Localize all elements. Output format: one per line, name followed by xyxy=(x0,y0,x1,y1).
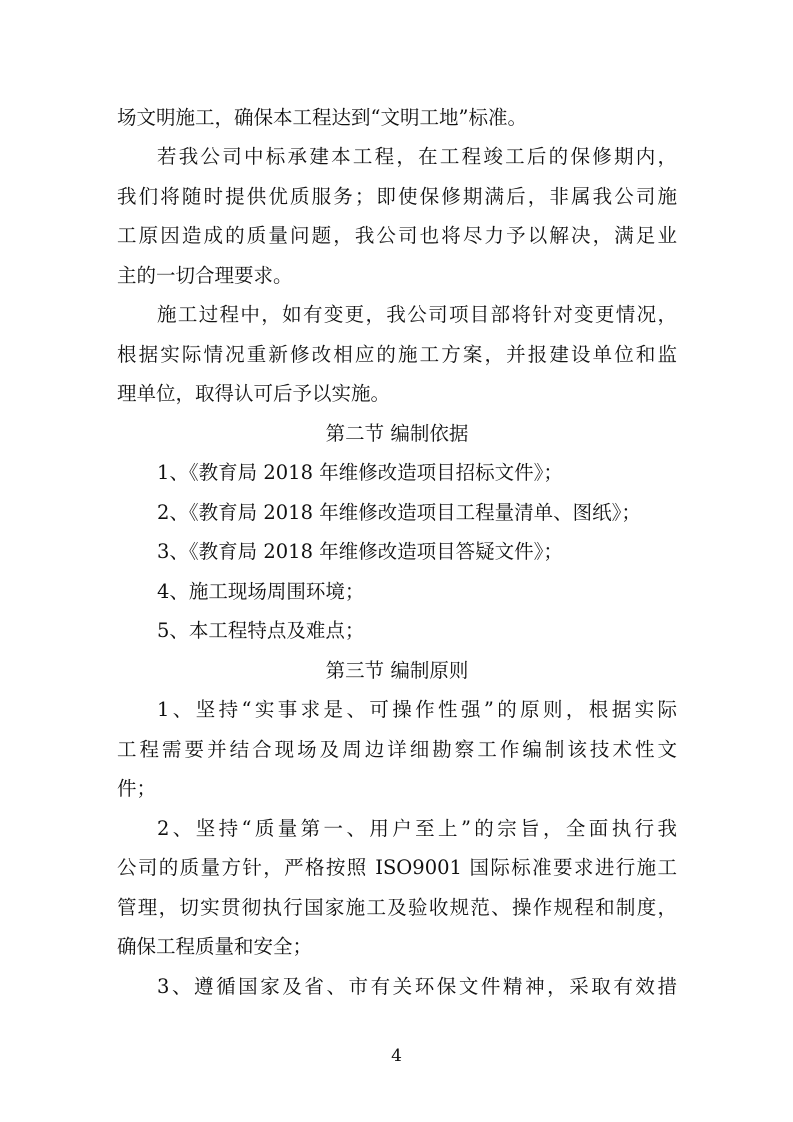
basis-item-5: 5、本工程特点及难点； xyxy=(157,619,365,642)
basis-item-1: 1、《教育局 2018 年维修改造项目招标文件》； xyxy=(157,461,563,484)
page-number: 4 xyxy=(391,1046,402,1066)
principle-2-line-4: 确保工程质量和安全； xyxy=(117,935,313,958)
section-heading-3: 第三节 编制原则 xyxy=(325,659,469,682)
principle-2-line-3: 管理，切实贯彻执行国家施工及验收规范、操作规程和制度， xyxy=(117,896,677,919)
paragraph-line-4: 工原因造成的质量问题，我公司也将尽力予以解决，满足业 xyxy=(117,224,677,247)
principle-2-line-1: 2、坚持“质量第一、用户至上”的宗旨，全面执行我 xyxy=(157,817,677,840)
principle-1-line-1: 1、坚持“实事求是、可操作性强”的原则，根据实际 xyxy=(157,698,677,721)
paragraph-line-8: 理单位，取得认可后予以实施。 xyxy=(117,382,391,405)
paragraph-line-3: 我们将随时提供优质服务；即使保修期满后，非属我公司施 xyxy=(117,185,677,208)
basis-item-4: 4、施工现场周围环境； xyxy=(157,580,365,603)
principle-2-line-2: 公司的质量方针，严格按照 ISO9001 国际标准要求进行施工 xyxy=(117,856,677,879)
paragraph-line-5: 主的一切合理要求。 xyxy=(117,264,293,287)
paragraph-line-1: 场文明施工，确保本工程达到“文明工地”标准。 xyxy=(117,106,527,129)
principle-1-line-3: 件； xyxy=(117,777,157,800)
section-heading-2: 第二节 编制依据 xyxy=(325,422,469,445)
paragraph-line-7: 根据实际情况重新修改相应的施工方案，并报建设单位和监 xyxy=(117,343,677,366)
basis-item-3: 3、《教育局 2018 年维修改造项目答疑文件》； xyxy=(157,540,563,563)
basis-item-2: 2、《教育局 2018 年维修改造项目工程量清单、图纸》； xyxy=(157,501,641,524)
principle-3-line-1: 3、遵循国家及省、市有关环保文件精神，采取有效措 xyxy=(157,975,677,998)
paragraph-line-6: 施工过程中，如有变更，我公司项目部将针对变更情况， xyxy=(157,303,677,326)
paragraph-line-2: 若我公司中标承建本工程，在工程竣工后的保修期内， xyxy=(157,145,677,168)
principle-1-line-2: 工程需要并结合现场及周边详细勘察工作编制该技术性文 xyxy=(117,738,677,761)
